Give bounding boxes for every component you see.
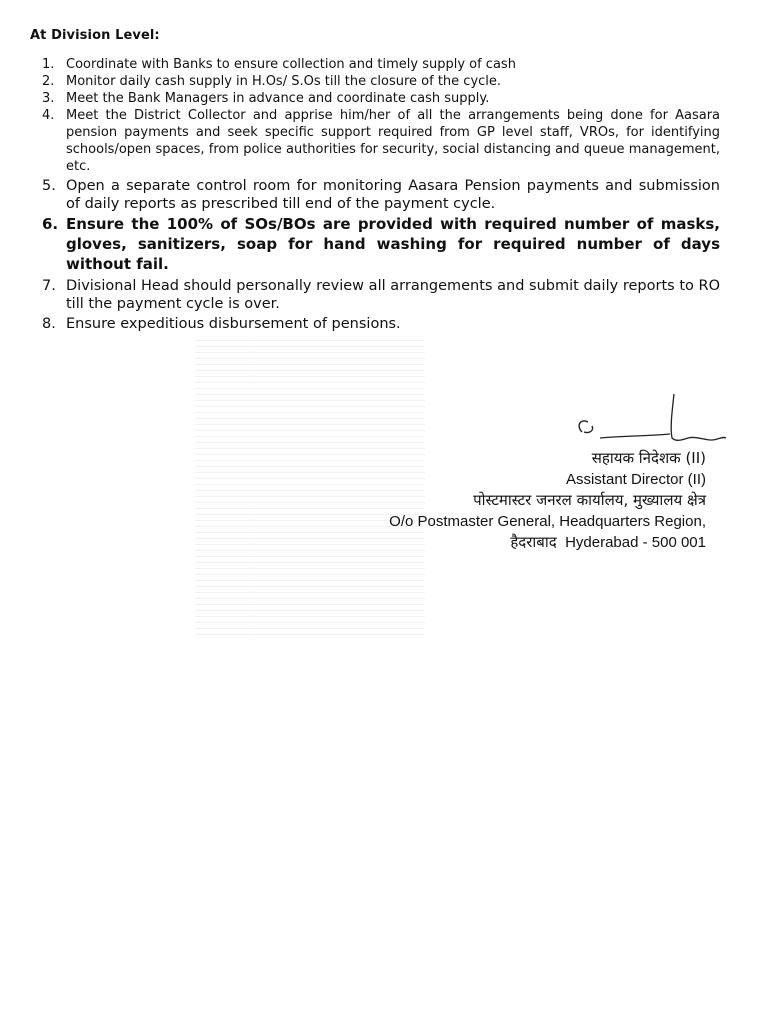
office-english: O/o Postmaster General, Headquarters Region, — [389, 513, 706, 530]
list-item-number: 4. — [42, 108, 55, 123]
list-item-text: Open a separate control room for monitoring Aasara Pension payments and submission of daily reports as prescribed till end of the payment cycle. — [66, 178, 720, 212]
section-heading: At Division Level: — [30, 28, 160, 43]
office-hindi: पोस्टमास्टर जनरल कार्यालय, मुख्यालय क्षेत्र — [473, 491, 706, 509]
list-item-text: Ensure the 100% of SOs/BOs are provided with required number of masks, gloves, sanitizers, soap for hand washing for required number of days without fail. — [66, 215, 720, 273]
list-item-number: 5. — [42, 178, 56, 194]
list-item — [30, 90, 720, 107]
list-item — [30, 315, 720, 333]
designation-english: Assistant Director (II) — [565, 471, 706, 488]
list-item — [30, 277, 720, 313]
list-item — [30, 214, 720, 274]
list-item — [30, 177, 720, 213]
list-item-number: 2. — [42, 74, 55, 89]
list-item — [30, 73, 720, 90]
list-item-text: Coordinate with Banks to ensure collection and timely supply of cash — [66, 57, 516, 72]
list-item-text: Meet the Bank Managers in advance and coordinate cash supply. — [66, 91, 490, 106]
instruction-list — [30, 56, 720, 333]
list-item — [30, 56, 720, 73]
list-item-number: 7. — [42, 278, 56, 294]
city-line — [286, 532, 706, 553]
signature-block — [286, 400, 706, 553]
list-item-number: 1. — [42, 57, 55, 72]
list-item-text: Divisional Head should personally review all arrangements and submit daily reports to RO till the payment cycle is over. — [66, 278, 720, 312]
city-hindi: हैदराबाद — [510, 533, 557, 551]
designation-hindi: सहायक निदेशक (II) — [591, 449, 706, 467]
list-item-text: Monitor daily cash supply in H.Os/ S.Os till the closure of the cycle. — [66, 74, 502, 89]
list-item-number: 6. — [42, 215, 59, 233]
list-item-text: Ensure expeditious disbursement of pensions. — [66, 316, 401, 332]
list-item-text: Meet the District Collector and apprise him/her of all the arrangements being done for Aasara pension payments and seek specific support required from GP level staff, VROs, for identifying schools/open spaces, from police authorities for security, social distancing and queue management, etc. — [66, 108, 720, 174]
list-item-number: 3. — [42, 91, 55, 106]
list-item — [30, 107, 720, 175]
list-item-number: 8. — [42, 316, 56, 332]
city-english: Hyderabad - 500 001 — [565, 534, 706, 551]
